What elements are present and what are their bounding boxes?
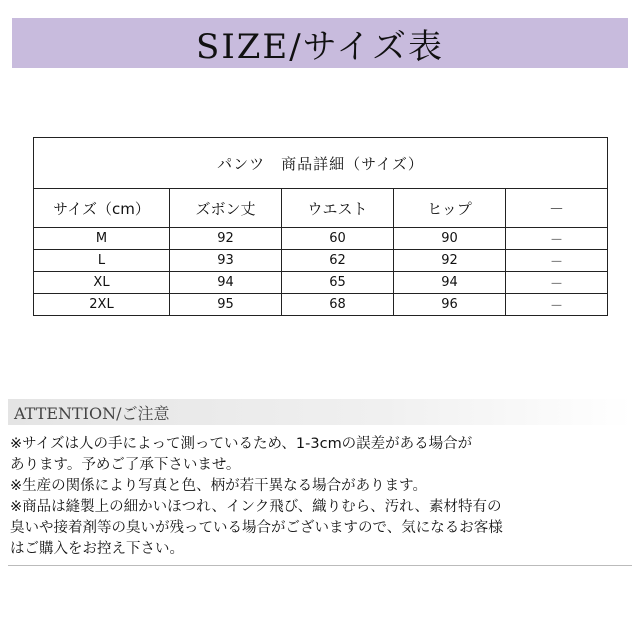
header-blank: － xyxy=(506,189,608,228)
cell-waist: 60 xyxy=(282,228,394,250)
attention-header xyxy=(8,399,632,425)
cell-hip: 96 xyxy=(394,294,506,316)
cell-waist: 68 xyxy=(282,294,394,316)
header-waist: ウエスト xyxy=(282,189,394,228)
cell-waist: 65 xyxy=(282,272,394,294)
cell-hip: 94 xyxy=(394,272,506,294)
cell-blank: － xyxy=(506,228,608,250)
cell-length: 94 xyxy=(170,272,282,294)
row-label: 2XL xyxy=(34,294,170,316)
cell-blank: － xyxy=(506,294,608,316)
page-title: SIZE/サイズ表 xyxy=(196,26,444,67)
table-row xyxy=(34,250,608,272)
header-length: ズボン丈 xyxy=(170,189,282,228)
attention-notes xyxy=(10,434,634,560)
table-header-row xyxy=(34,189,608,228)
header-size: サイズ（cm） xyxy=(34,189,170,228)
cell-blank: － xyxy=(506,250,608,272)
table-row xyxy=(34,228,608,250)
cell-length: 93 xyxy=(170,250,282,272)
note-line: はご購入をお控え下さい。 xyxy=(10,541,184,557)
row-label: M xyxy=(34,228,170,250)
table-caption: パンツ 商品詳細（サイズ） xyxy=(34,138,608,189)
title-banner xyxy=(12,18,628,68)
row-label: XL xyxy=(34,272,170,294)
table-row xyxy=(34,294,608,316)
cell-hip: 92 xyxy=(394,250,506,272)
cell-waist: 62 xyxy=(282,250,394,272)
header-hip: ヒップ xyxy=(394,189,506,228)
table-row xyxy=(34,272,608,294)
note-line: ※生産の関係により写真と色、柄が若干異なる場合があります。 xyxy=(10,478,427,494)
cell-hip: 90 xyxy=(394,228,506,250)
row-label: L xyxy=(34,250,170,272)
cell-length: 92 xyxy=(170,228,282,250)
attention-title: ATTENTION/ご注意 xyxy=(14,403,170,423)
cell-blank: － xyxy=(506,272,608,294)
size-table xyxy=(33,137,608,316)
cell-length: 95 xyxy=(170,294,282,316)
divider xyxy=(8,565,632,566)
note-line: 臭いや接着剤等の臭いが残っている場合がございますので、気になるお客様 xyxy=(10,520,503,536)
note-line: あります。予めご了承下さいませ。 xyxy=(10,457,241,473)
note-line: ※サイズは人の手によって測っているため、1-3cmの誤差がある場合が xyxy=(10,436,473,452)
note-line: ※商品は縫製上の細かいほつれ、インク飛び、織りむら、汚れ、素材特有の xyxy=(10,499,502,515)
